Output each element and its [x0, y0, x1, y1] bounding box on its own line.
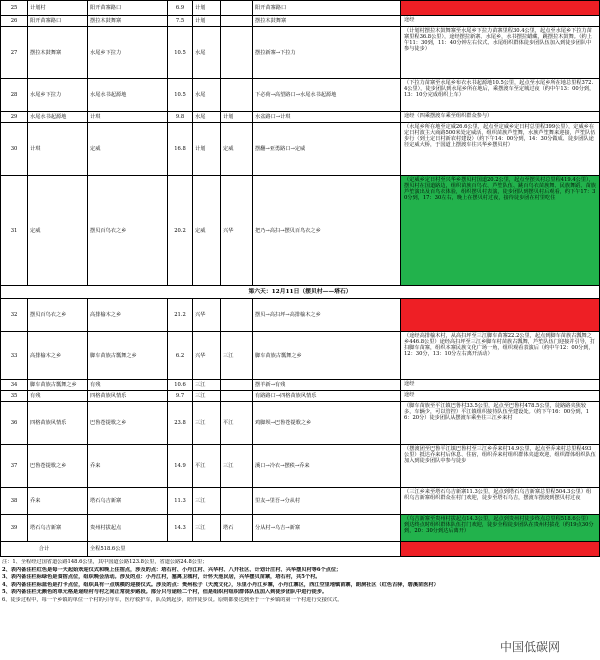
start-point: 塔石乌吉新寨 — [28, 515, 88, 542]
remark: （摆渡团至巴鲁平江镇巴鲁村至三江乡乔来村14.9公里，起点至乔来村总里程493公里）抵达乔来村后休息、住宿，组织乔来村组织群体夹道欢迎，组织群体组织队伍加入到徒步团队中参与徒步 — [401, 445, 600, 488]
row-number: 39 — [1, 515, 28, 542]
table-row — [1, 299, 600, 332]
town-b: 定威 — [221, 123, 253, 176]
start-point: 摆拉木鼓舞寨 — [28, 27, 88, 79]
footnote-1: 注：1、全程经过国省道公路148.6公里，其中国道公路123.8公里，省道公路24.8公里； — [2, 559, 208, 565]
start-point: 高排榆木之乡 — [28, 332, 88, 380]
footnote-6: 6、徒步过程中，每一个乡镇的单位一个村的引导车，医疗救护车，队员到起步，陪伴徒步员。原则都要达到至于一个乡镇的第一个村进行交接仪式。 — [2, 596, 343, 603]
town-b: 三江 — [221, 445, 253, 488]
route-detail: 摆羊新→有残 — [253, 380, 401, 391]
start-point: 水尾乡下拉力 — [28, 79, 88, 112]
distance: 10.5 — [168, 79, 193, 112]
town-a: 计划 — [193, 123, 221, 176]
route-detail: 溪口→冷衣→摆秩→乔来 — [253, 445, 401, 488]
row-number: 37 — [1, 445, 28, 488]
remark: （乌吉新寨至贵州村拔起点14.3公里，起点到贵州村徒步终点总里程518.6公里）到达终点时组织群体队伍打门欢迎，徒步全程徒步团队在贵州村拔花（约19点30分到，20：30分到达后离开） — [401, 515, 600, 542]
row-number: 29 — [1, 112, 28, 123]
table-row — [1, 488, 600, 515]
remark: 途经 — [401, 391, 600, 402]
table-row — [1, 380, 600, 391]
footnote-2: 2、表内备注栏红色是每一天起始欢迎仪式和晚上住宿点，涉及的点：塔石村、小丹江村、兴华村、八开社区、计划计庄村、兴华摆贝村等6个点位； — [2, 566, 342, 573]
start-point: 乔来 — [28, 488, 88, 515]
town-b: 兴华 — [221, 176, 253, 286]
route-detail: 摆翻→亚勇路口→定威 — [253, 123, 401, 176]
table-row — [1, 16, 600, 27]
town-b — [221, 27, 253, 79]
town-b — [221, 1, 253, 16]
end-point: 水尾水书起源地 — [88, 79, 168, 112]
end-point: 摆贝百鸟衣之乡 — [88, 176, 168, 286]
remark: （水尾乡所在地至定威26.6公里，起点至定威乡定日村总里程399公里），定威乡在定日村波主大商路500米处定威活，组织苗族芦笙舞，水族芦笙舞来迎接，芦笙队伍步行（到土定日村新农村建设）（约下午14：00分到，14：30分做成、徒步团队途径定威大桥，于国道上摆渡车往兴华乡摆贝村） — [401, 123, 600, 176]
table-row — [1, 515, 600, 542]
remark: （定威乡定日村至兴华乡摆贝村国道20.2公里，起点至摆贝村总里程419.4公里），摆贝村在国道路边，组织苗族百鸟衣、芦笙队伍、跳百鸟衣苗族舞、民族舞蹈、苗族芦笙演出及百鸟衣体验，组织摆贝村表演，徒步团队到摆贝村后观看，约下午17：30分到，17：30左右，晚上在摆贝村过夜，接待徒步团在村里吃住 — [401, 176, 600, 286]
route-detail: 有路路口→四格苗族风情乐 — [253, 391, 401, 402]
table-row — [1, 79, 600, 112]
distance: 20.2 — [168, 176, 193, 286]
day-header: 第六天：12月11日（摆贝村——塔石） — [1, 286, 600, 299]
town-b — [221, 488, 253, 515]
start-point: 有残 — [28, 391, 88, 402]
end-point: 贵州村拔起点 — [88, 515, 168, 542]
town-b — [221, 16, 253, 27]
town-b — [221, 380, 253, 391]
distance: 21.2 — [168, 299, 193, 332]
town-a: 水尾 — [193, 112, 221, 123]
town-b — [221, 79, 253, 112]
footnotes — [0, 557, 600, 605]
distance: 7.5 — [168, 16, 193, 27]
route-detail: 摆拉木鼓舞寨 — [253, 16, 401, 27]
footnote-5: 5、表内备注栏无颜色的单元格是途经村与村之间正常徒步路段。部分只与途经二个村，但是组织村组织群体队伍加入到徒步团队中进行徒步。 — [2, 589, 328, 596]
route-detail: 分从村→乌吉→新寨 — [253, 515, 401, 542]
town-a: 三江 — [193, 402, 221, 445]
row-number: 25 — [1, 1, 28, 16]
remark: （途经高排榆木村，从高扫坪至三江脚车苗寨22.2公里，起点到脚车苗族古瓢舞之乡446.8公里）途经高扫坪至三江乡脚车村苗族古瓢舞，芦笙队伍门迎接并引导，打扫脚车苗寨，组织本寨民族文化广场一角，组织观看表演后（约中午12：00分到，12：30分，13：10分左右离开活动） — [401, 332, 600, 380]
distance: 10.5 — [168, 27, 193, 79]
distance: 14.3 — [168, 515, 193, 542]
town-a: 水尾 — [193, 79, 221, 112]
town-b: 三江 — [221, 332, 253, 380]
row-number: 33 — [1, 332, 28, 380]
town-a: 计划 — [193, 1, 221, 16]
remark: （脚车苗族至平江镇巴鲁村33.5公里，起点至巴鲁村478.5公里，徒路路夹狭较多，车辆少，可以管控）平江镇组织接待队伍至建设处。（约下午16：00分到，16：20分）徒步团队从摆渡车乘坐往三江乡来村 — [401, 402, 600, 445]
distance: 23.8 — [168, 402, 193, 445]
row-number: 26 — [1, 16, 28, 27]
row-number: 27 — [1, 27, 28, 79]
end-point: 计琪 — [88, 112, 168, 123]
distance: 6.2 — [168, 332, 193, 380]
end-point: 阳开苗寨路口 — [88, 1, 168, 16]
remark: 途经 — [401, 16, 600, 27]
row-number: 34 — [1, 380, 28, 391]
route-detail: 摆贝→高扫坪→高排榆木之乡 — [253, 299, 401, 332]
remark — [401, 1, 600, 16]
table-row — [1, 27, 600, 79]
distance: 11.3 — [168, 488, 193, 515]
town-b: 塔石 — [221, 515, 253, 542]
town-a: 兴华 — [193, 299, 221, 332]
remark — [401, 299, 600, 332]
end-point: 巴鲁苍提歌之乡 — [88, 402, 168, 445]
remark: （计划村摆拉木鼓舞寨至水尾乡下拉力苗寨里程30.4公里，起点至水尾乡下拉力苗寨里程36.8公里），途经摆拉新寨、水尾乡，水书摆拉蜡藏，跳摆拉木鼓舞。（约上午11：30到，11：40分钟左右仪式、水尾组织群体徒步团队伍加入到徒步团队中参与徒步） — [401, 27, 600, 79]
start-point: 四格苗族风情乐 — [28, 402, 88, 445]
route-detail: 脚车苗族古瓢舞之乡 — [253, 332, 401, 380]
end-point: 水尾乡下拉力 — [88, 27, 168, 79]
route-detail: 把乃→高扫→摆贝百鸟衣之乡 — [253, 176, 401, 286]
row-number: 28 — [1, 79, 28, 112]
remark: （下拉力苗寨至水尾乡布衣水书起源地10.5公里，起点至水尾乡所在地总里程372.4公里），徒步团队到水尾乡所在地后，乘摆渡车至定城过夜（约中午13：00分到，13：10分完成组织上车） — [401, 79, 600, 112]
table-row — [1, 391, 600, 402]
route-detail: 下必荷→高望路口→水尾水书起源地 — [253, 79, 401, 112]
town-a: 三江 — [193, 380, 221, 391]
end-point: 塔石乌吉新寨 — [88, 488, 168, 515]
end-point: 四格苗族风情乐 — [88, 391, 168, 402]
distance: 9.8 — [168, 112, 193, 123]
table-row — [1, 445, 600, 488]
town-a: 三江 — [193, 488, 221, 515]
town-a: 计划 — [193, 16, 221, 27]
town-a: 平江 — [193, 445, 221, 488]
footnote-4: 4、表内备注栏标蓝色是打卡点位，组织具有一点规模的迎接仪式。涉及的点：贵州松子（天流文化），乐里小丹江乡寨，小丹江寨区，西江空里地镇苗寨，朗洞社区（红色古驿，碧溪苗医村） — [2, 581, 439, 588]
watermark: 中国低碳网 — [500, 640, 561, 654]
row-number: 38 — [1, 488, 28, 515]
distance: 10.6 — [168, 380, 193, 391]
route-detail: 阳开苗寨路口 — [253, 1, 401, 16]
town-a: 定威 — [193, 176, 221, 286]
end-point: 乔来 — [88, 445, 168, 488]
row-number: 36 — [1, 402, 28, 445]
town-b — [221, 299, 253, 332]
table-row — [1, 112, 600, 123]
town-a: 水尾 — [193, 27, 221, 79]
start-point: 脚车苗族古瓢舞之乡 — [28, 380, 88, 391]
town-a: 兴华 — [193, 332, 221, 380]
distance: 9.7 — [168, 391, 193, 402]
town-a: 三江 — [193, 515, 221, 542]
total-label: 合计 — [1, 542, 88, 557]
route-detail: 鸡脚坝→巴鲁苍提歌之乡 — [253, 402, 401, 445]
route-detail: 里友→里吾→分从村 — [253, 488, 401, 515]
route-detail: 水盆路口→计琪 — [253, 112, 401, 123]
table-row — [1, 402, 600, 445]
end-point: 高排榆木之乡 — [88, 299, 168, 332]
table-row — [1, 332, 600, 380]
town-a: 三江 — [193, 391, 221, 402]
start-point: 摆贝百鸟衣之乡 — [28, 299, 88, 332]
row-number: 35 — [1, 391, 28, 402]
distance: 6.9 — [168, 1, 193, 16]
start-point: 巴鲁苍提歌之乡 — [28, 445, 88, 488]
start-point: 计琪 — [28, 123, 88, 176]
distance: 14.9 — [168, 445, 193, 488]
route-detail: 摆拉新寨→下拉力 — [253, 27, 401, 79]
row-number: 30 — [1, 123, 28, 176]
end-point: 摆拉木鼓舞寨 — [88, 16, 168, 27]
day-header-row — [1, 286, 600, 299]
start-point: 水尾水书起源地 — [28, 112, 88, 123]
town-b — [221, 391, 253, 402]
town-b: 平江 — [221, 402, 253, 445]
table-row — [1, 176, 600, 286]
remark: 途经（四乘摆渡车乘至组织群众参与） — [401, 112, 600, 123]
distance: 16.8 — [168, 123, 193, 176]
end-point: 定威 — [88, 123, 168, 176]
row-number: 32 — [1, 299, 28, 332]
footnote-3: 3、表内备注栏标绿色是食宿点位，组织晚会活动。涉及的点：小丹江村，塞离卫城村，计怀天池民居，兴华摆贝苗寨，塔石村，共5个村。 — [2, 574, 321, 581]
row-number: 31 — [1, 176, 28, 286]
total-row — [1, 542, 600, 557]
end-point: 有残 — [88, 380, 168, 391]
table-row — [1, 123, 600, 176]
remark: 途经 — [401, 380, 600, 391]
start-point: 定威 — [28, 176, 88, 286]
start-point: 阳开苗寨路口 — [28, 16, 88, 27]
total-note — [401, 542, 600, 557]
end-point: 脚车苗族古瓢舞之乡 — [88, 332, 168, 380]
table-row — [1, 1, 600, 16]
total-value: 全程518.6公里 — [88, 542, 401, 557]
remark: （三江乡来至塔石乌吉新寨11.3公里，起点到塔石乌吉新寨总里程504.3公里）组织乌吉新寨组织群众在村门欢迎，徒步至塔石乌吉，摆渡车摆渡到摆贝村过夜 — [401, 488, 600, 515]
town-b: 计划 — [221, 112, 253, 123]
start-point: 计划村 — [28, 1, 88, 16]
